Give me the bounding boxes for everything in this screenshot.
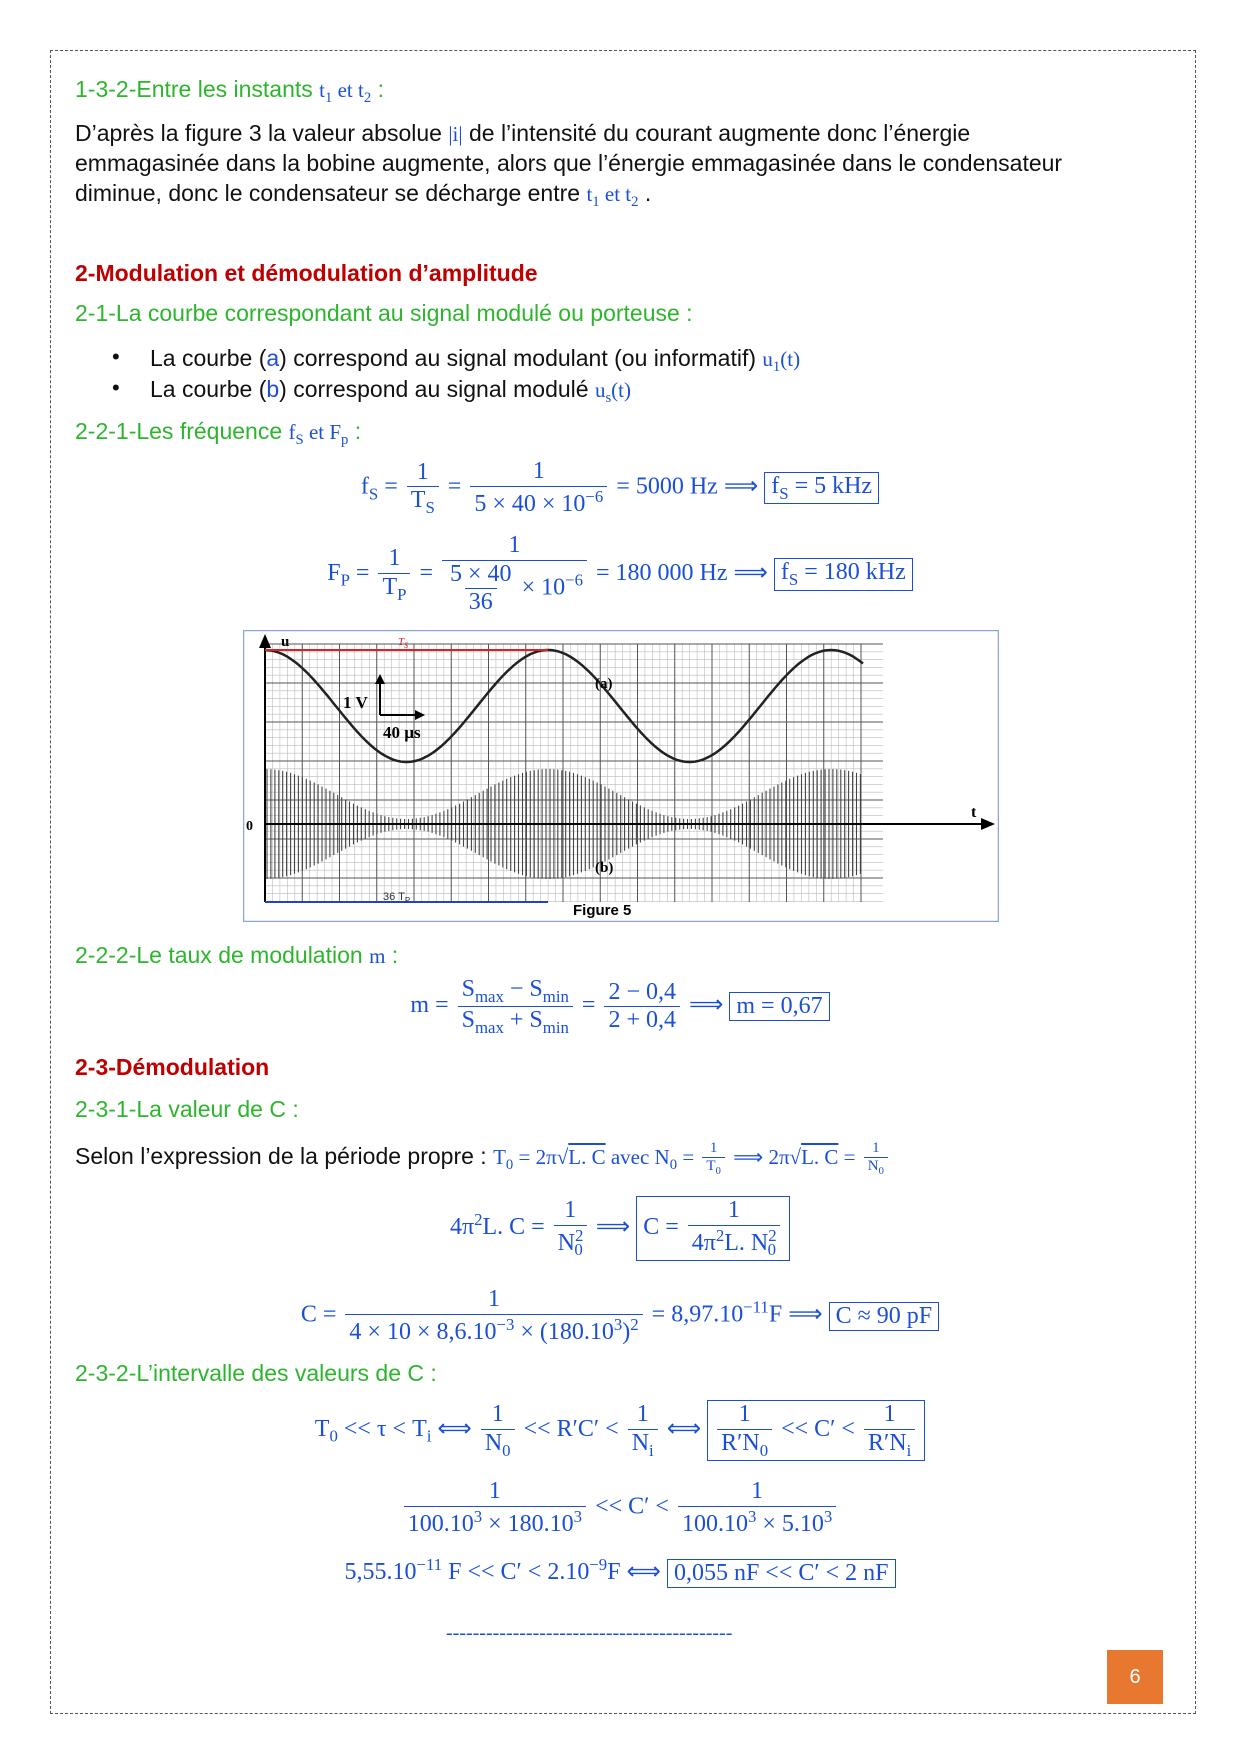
result-box-c-value: C ≈ 90 pF <box>829 1302 940 1331</box>
result-box-fp: $f_S = 180$ kHz <box>774 558 913 591</box>
bullet-2: La courbe (b) correspond au signal modulé $u_s(t)$ <box>150 376 631 407</box>
equation-m: m = $\frac{S_{max} - S_{min}}{S_{max} + S_{min}}$ = $\frac{2 - 0,4}{2 + 0,4}$ ⟹ m = 0,67 <box>0 976 1240 1037</box>
bullet-dot-1: • <box>112 344 120 369</box>
result-box-c-formula: C = $\frac{1}{4\pi^2L. N^2_0}$ <box>636 1196 790 1261</box>
heading-2-3: 2-3-Démodulation <box>75 1054 270 1080</box>
scale-volt-label: 1 V <box>343 693 368 712</box>
curve-b-label: (b) <box>595 860 614 876</box>
heading-1-3-2: 1-3-2-Entre les instants $t_1$ et $t_2$ : <box>75 76 384 107</box>
curve-a-label: (a) <box>595 676 613 692</box>
inequality-line-3: $5,55.10^{-11}$ $F << C' < 2.10^{-9}F$ ⟺ 0,055 nF << C′ < 2 nF <box>0 1555 1240 1588</box>
result-box-interval-value: 0,055 nF << C′ < 2 nF <box>667 1559 896 1588</box>
result-box-interval-formula: $\frac{1}{R'N_0}$ << C′ < $\frac{1}{R'N_i}$ <box>707 1400 925 1461</box>
bullet-1: La courbe (a) correspond au signal modulant (ou informatif) $u_1(t)$ <box>150 345 801 376</box>
heading-2-3-2: 2-3-2-L’intervalle des valeurs de C : <box>75 1360 437 1386</box>
y-label: u <box>281 634 290 650</box>
paragraph-line-3: diminue, donc le condensateur se décharge entre $t_1$ et $t_2$ . <box>75 180 652 211</box>
equation-fp: $F_P$ = $\frac{1}{T_P}$ = 1 $\frac{5 \times 40}{36}$ × $10^{-6}$ = 180 000 Hz ⟹ $f_S = 180$ kHz <box>0 532 1240 617</box>
inequality-line-2: $\frac{1}{100.10^3 \times 180.10^3}$ << C′ < $\frac{1}{100.10^3 \times 5.10^3}$ <box>0 1478 1240 1538</box>
result-box-fs: $f_S = 5$ kHz <box>764 472 879 505</box>
paragraph-line-2: emmagasinée dans la bobine augmente, alors que l’énergie emmagasinée dans le condensateur <box>75 150 1063 176</box>
x-label: t <box>971 804 977 821</box>
tp-label: 36 $T_P$ <box>383 891 411 905</box>
bullet-dot-2: • <box>112 375 120 400</box>
heading-2-2-1: 2-2-1-Les fréquence $f_S$ et $F_p$ : <box>75 418 362 449</box>
heading-2-3-1: 2-3-1-La valeur de C : <box>75 1096 299 1122</box>
zero-label: 0 <box>246 819 253 834</box>
figure-5 <box>243 630 999 922</box>
scale-time-label: 40 µs <box>383 723 421 742</box>
figure-caption: Figure 5 <box>573 902 632 919</box>
separator-dashes: ------------------------------------------- <box>446 1622 733 1644</box>
equation-c-expression: $4\pi^2L$. C = $\frac{1}{N^2_0}$ ⟹ C = $\frac{1}{4\pi^2L. N^2_0}$ <box>0 1196 1240 1261</box>
inequality-line-1: $T_0 << \tau < T_i$ ⟺ $\frac{1}{N_0}$ << R′C′ < $\frac{1}{N_i}$ ⟺ $\frac{1}{R'N_0}$ << C′ < $\frac{1}{R'N_i}$ <box>0 1400 1240 1461</box>
equation-c-value: C = $\frac{1}{4 \times 10 \times 8,6.10^{-3} \times (180.10^3)^2}$ = $8,97.10^{-11}F$ ⟹ C ≈ 90 pF <box>0 1286 1240 1346</box>
heading-section-2: 2-Modulation et démodulation d’amplitude <box>75 260 538 286</box>
period-expression-line: Selon l’expression de la période propre : $T_0 = 2\pi√L$. C avec $N_0$ = $\frac{1}{T_0}$ ⟹ 2π√L. C = $\frac{1}{N_0}$ <box>75 1140 891 1181</box>
heading-2-1: 2-1-La courbe correspondant au signal modulé ou porteuse : <box>75 300 693 326</box>
heading-2-2-2: 2-2-2-Le taux de modulation m : <box>75 942 399 968</box>
ts-label: $T_S$ <box>398 636 409 650</box>
result-box-m: m = 0,67 <box>729 992 829 1021</box>
page-number-badge: 6 <box>1107 1650 1163 1704</box>
equation-fs: $f_S$ = $\frac{1}{T_S}$ = $\frac{1}{5 \times 40 \times 10^{-6}}$ = 5000 Hz ⟹ $f_S = 5$ kHz <box>0 458 1240 518</box>
paragraph-line-1: D’après la figure 3 la valeur absolue |i| de l’intensité du courant augmente donc l’énergie <box>75 120 971 146</box>
